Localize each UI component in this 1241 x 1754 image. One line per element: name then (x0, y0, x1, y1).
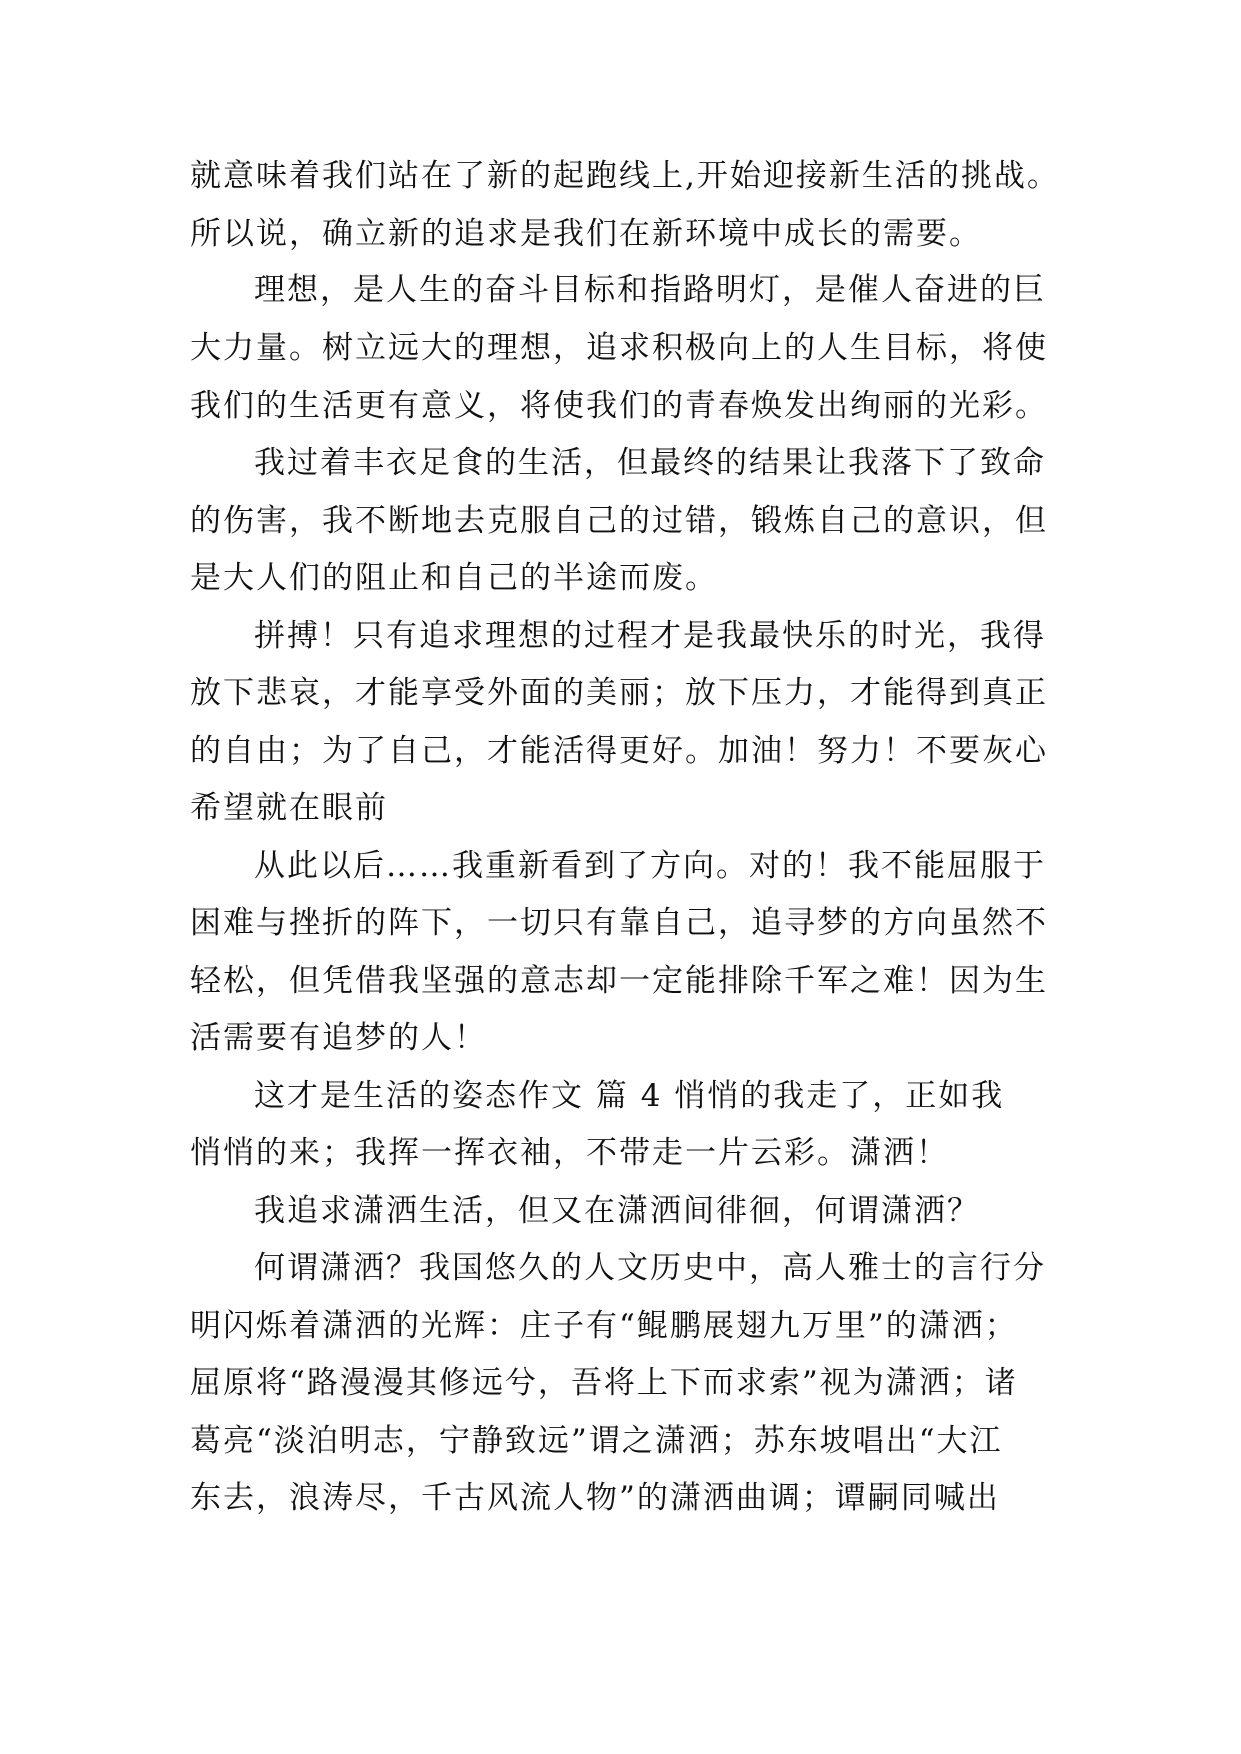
text-line: 就意味着我们站在了新的起跑线上,开始迎接新生活的挑战。 (190, 158, 1060, 194)
text-line: 希望就在眼前 (190, 790, 388, 826)
paragraph-start-line: 从此以后……我重新看到了方向。对的！我不能屈服于 (254, 848, 1046, 884)
text-line: 悄悄的来；我挥一挥衣袖，不带走一片云彩。潇洒！ (190, 1135, 949, 1171)
text-line: 所以说，确立新的追求是我们在新环境中成长的需要。 (190, 216, 982, 252)
text-line: 是大人们的阻止和自己的半途而废。 (190, 560, 718, 596)
text-line: 轻松，但凭借我坚强的意志却一定能排除千军之难！因为生 (190, 963, 1048, 999)
paragraph-start-line: 我过着丰衣足食的生活，但最终的结果让我落下了致命 (254, 445, 1046, 481)
section-heading-line: 这才是生活的姿态作文 篇 4 悄悄的我走了，正如我 (254, 1078, 1005, 1114)
text-line: 的自由；为了自己，才能活得更好。加油！努力！不要灰心 (190, 733, 1048, 769)
text-line: 大力量。树立远大的理想，追求积极向上的人生目标，将使 (190, 330, 1048, 366)
text-line: 我们的生活更有意义，将使我们的青春焕发出绚丽的光彩。 (190, 388, 1048, 424)
text-line: 明闪烁着潇洒的光辉：庄子有“鲲鹏展翅九万里”的潇洒； (190, 1308, 1018, 1344)
text-line: 葛亮“淡泊明志，宁静致远”谓之潇洒；苏东坡唱出“大江 (190, 1423, 1003, 1459)
text-line: 的伤害，我不断地去克服自己的过错，锻炼自己的意识，但 (190, 503, 1048, 539)
text-line: 困难与挫折的阵下，一切只有靠自己，追寻梦的方向虽然不 (190, 905, 1048, 941)
text-line: 东去，浪涛尽，千古风流人物”的潇洒曲调；谭嗣同喊出 (190, 1480, 1000, 1516)
paragraph-start-line: 何谓潇洒？我国悠久的人文历史中，高人雅士的言行分 (254, 1250, 1046, 1286)
text-line: 屈原将“路漫漫其修远兮，吾将上下而求索”视为潇洒；诸 (190, 1365, 1018, 1401)
paragraph-start-line: 理想，是人生的奋斗目标和指路明灯，是催人奋进的巨 (254, 272, 1046, 308)
text-line: 活需要有追梦的人！ (190, 1020, 487, 1056)
text-line: 放下悲哀，才能享受外面的美丽；放下压力，才能得到真正 (190, 675, 1048, 711)
paragraph-start-line: 拼搏！只有追求理想的过程才是我最快乐的时光，我得 (254, 618, 1046, 654)
paragraph-start-line: 我追求潇洒生活，但又在潇洒间徘徊，何谓潇洒？ (254, 1193, 980, 1229)
